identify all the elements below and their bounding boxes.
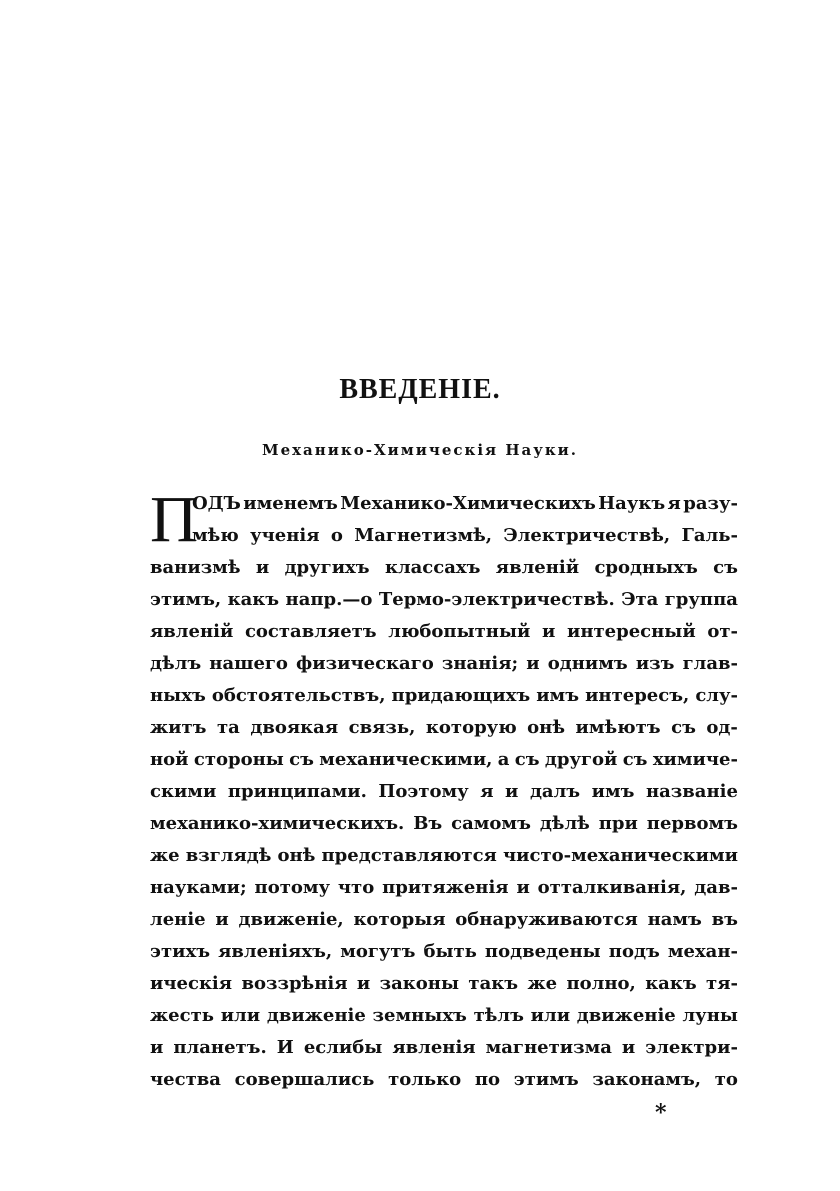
- word: взглядѣ: [185, 845, 272, 866]
- word: знанія;: [441, 653, 519, 674]
- word: науками;: [150, 877, 247, 898]
- word: далъ: [529, 781, 581, 802]
- text-line: [150, 904, 738, 936]
- word: первомъ: [646, 813, 738, 834]
- word: и: [621, 1037, 636, 1058]
- word: та: [217, 717, 240, 738]
- word: дѣлъ: [150, 653, 202, 674]
- word: интересъ,: [585, 685, 690, 706]
- word: подъ: [608, 941, 660, 962]
- word: ученія: [250, 525, 320, 546]
- text-line: [150, 680, 738, 712]
- word: могутъ: [340, 941, 416, 962]
- word: имѣютъ: [575, 717, 661, 738]
- word: и: [516, 877, 530, 898]
- word: съ: [514, 749, 540, 770]
- word: и: [255, 557, 270, 578]
- word: полно,: [566, 973, 636, 994]
- text-line: [150, 776, 738, 808]
- text-line: [150, 1064, 738, 1096]
- word: магнетизма: [485, 1037, 612, 1058]
- word: законамъ,: [592, 1069, 702, 1090]
- word: дав-: [694, 877, 738, 898]
- word: земныхъ: [372, 1005, 467, 1026]
- word: съ: [671, 717, 696, 738]
- text-line: [150, 968, 738, 1000]
- word: ОДЪ: [192, 493, 241, 514]
- word: отталкиванія,: [537, 877, 687, 898]
- word: потому: [254, 877, 331, 898]
- word: законы: [379, 973, 460, 994]
- word: же: [527, 973, 558, 994]
- word: совершались: [234, 1069, 375, 1090]
- word: самомъ: [451, 813, 531, 834]
- word: при: [598, 813, 638, 834]
- word: Электричествѣ,: [503, 525, 671, 546]
- word: классахъ: [384, 557, 481, 578]
- word: группа: [664, 589, 738, 610]
- text-line: [150, 712, 738, 744]
- word: этимъ,: [150, 589, 222, 610]
- word: а: [497, 749, 510, 770]
- text-line: [150, 488, 738, 520]
- word: Галь-: [681, 525, 738, 546]
- word: и: [150, 1037, 164, 1058]
- word: по: [474, 1069, 501, 1090]
- word: движеніе,: [238, 909, 344, 930]
- word: или: [220, 1005, 261, 1026]
- word: или: [530, 1005, 571, 1026]
- word: въ: [711, 909, 738, 930]
- word: Въ: [413, 813, 443, 834]
- word: мѣю: [192, 525, 239, 546]
- word: ной: [150, 749, 189, 770]
- word: я: [667, 493, 681, 514]
- word: этихъ: [150, 941, 211, 962]
- word: которыя: [353, 909, 446, 930]
- word: явленій: [495, 557, 580, 578]
- text-line: [150, 552, 738, 584]
- word: названіе: [645, 781, 738, 802]
- word: ическія: [150, 973, 233, 994]
- word: однимъ: [547, 653, 628, 674]
- word: луны: [682, 1005, 738, 1026]
- word: скими: [150, 781, 217, 802]
- text-line: [150, 584, 738, 616]
- word: химиче-: [652, 749, 738, 770]
- word: другой: [544, 749, 618, 770]
- text-line: [150, 1032, 738, 1064]
- word: и: [542, 621, 556, 642]
- word: которую: [425, 717, 517, 738]
- word: от-: [707, 621, 738, 642]
- text-line: [150, 840, 738, 872]
- word: имъ: [536, 685, 579, 706]
- word: какъ: [645, 973, 697, 994]
- word: другихъ: [284, 557, 370, 578]
- word: явленій: [150, 621, 234, 642]
- word: леніе: [150, 909, 206, 930]
- word: механико-химическихъ.: [150, 813, 405, 834]
- word: намъ: [647, 909, 702, 930]
- word: Поэтому: [378, 781, 469, 802]
- word: составляетъ: [244, 621, 377, 642]
- word: движеніе: [266, 1005, 366, 1026]
- word: быть: [423, 941, 477, 962]
- word: И: [276, 1037, 294, 1058]
- word: нашего: [209, 653, 288, 674]
- word: двоякая: [250, 717, 339, 738]
- word: явленіяхъ,: [218, 941, 333, 962]
- word: этимъ: [513, 1069, 579, 1090]
- word: Наукъ: [598, 493, 666, 514]
- word: представляются: [321, 845, 497, 866]
- text-line: [150, 744, 738, 776]
- word: какъ: [227, 589, 280, 610]
- word: Магнетизмѣ,: [354, 525, 493, 546]
- text-line: [150, 872, 738, 904]
- word: стороны: [193, 749, 284, 770]
- word: разу-: [683, 493, 738, 514]
- word: чества: [150, 1069, 221, 1090]
- word: и: [505, 781, 519, 802]
- text-line: [150, 616, 738, 648]
- word: то: [714, 1069, 738, 1090]
- word: тѣлъ: [473, 1005, 524, 1026]
- word: глав-: [682, 653, 738, 674]
- word: напр.—о: [285, 589, 373, 610]
- word: съ: [622, 749, 648, 770]
- word: планетъ.: [173, 1037, 267, 1058]
- word: физическаго: [296, 653, 434, 674]
- word: чисто-механическими: [502, 845, 738, 866]
- word: онѣ: [277, 845, 316, 866]
- word: сродныхъ: [594, 557, 698, 578]
- text-line: [150, 936, 738, 968]
- text-line: [150, 1000, 738, 1032]
- chapter-title: ВВЕДЕНІЕ.: [339, 374, 501, 405]
- word: движеніе: [576, 1005, 676, 1026]
- word: ванизмѣ: [150, 557, 241, 578]
- word: съ: [289, 749, 314, 770]
- word: только: [388, 1069, 462, 1090]
- drop-cap: П: [150, 483, 198, 556]
- word: притяженія: [382, 877, 509, 898]
- word: жесть: [150, 1005, 214, 1026]
- word: ныхъ: [150, 685, 206, 706]
- word: же: [150, 845, 180, 866]
- word: я: [480, 781, 494, 802]
- word: электри-: [645, 1037, 738, 1058]
- word: связь,: [348, 717, 416, 738]
- word: механ-: [667, 941, 738, 962]
- word: и: [215, 909, 229, 930]
- word: съ: [713, 557, 738, 578]
- body-paragraph: [150, 483, 738, 1096]
- word: Эта: [621, 589, 659, 610]
- word: придающихъ: [391, 685, 531, 706]
- word: что: [337, 877, 375, 898]
- word: и: [356, 973, 371, 994]
- text-line: [150, 808, 738, 840]
- word: принципами.: [227, 781, 367, 802]
- signature-mark: *: [655, 1100, 667, 1126]
- word: слу-: [695, 685, 738, 706]
- word: механическими,: [319, 749, 493, 770]
- text-line: [150, 520, 738, 552]
- word: любопытный: [388, 621, 531, 642]
- word: и: [526, 653, 540, 674]
- word: обстоятельствъ,: [211, 685, 386, 706]
- word: од-: [706, 717, 738, 738]
- word: обнаруживаются: [455, 909, 638, 930]
- word: именемъ: [243, 493, 338, 514]
- text-line: [150, 648, 738, 680]
- word: о: [330, 525, 343, 546]
- word: житъ: [150, 717, 207, 738]
- word: тя-: [706, 973, 738, 994]
- word: Термо-электричествѣ.: [378, 589, 615, 610]
- word: воззрѣнія: [241, 973, 348, 994]
- word: интересный: [567, 621, 696, 642]
- word: явленія: [392, 1037, 476, 1058]
- word: имъ: [591, 781, 635, 802]
- word: изъ: [635, 653, 675, 674]
- word: дѣлѣ: [539, 813, 590, 834]
- word: Механико-Химическихъ: [340, 493, 596, 514]
- chapter-subtitle: Механико-Химическія Науки.: [261, 441, 579, 459]
- word: онѣ: [527, 717, 566, 738]
- word: еслибы: [303, 1037, 383, 1058]
- word: подведены: [484, 941, 601, 962]
- word: такъ: [468, 973, 519, 994]
